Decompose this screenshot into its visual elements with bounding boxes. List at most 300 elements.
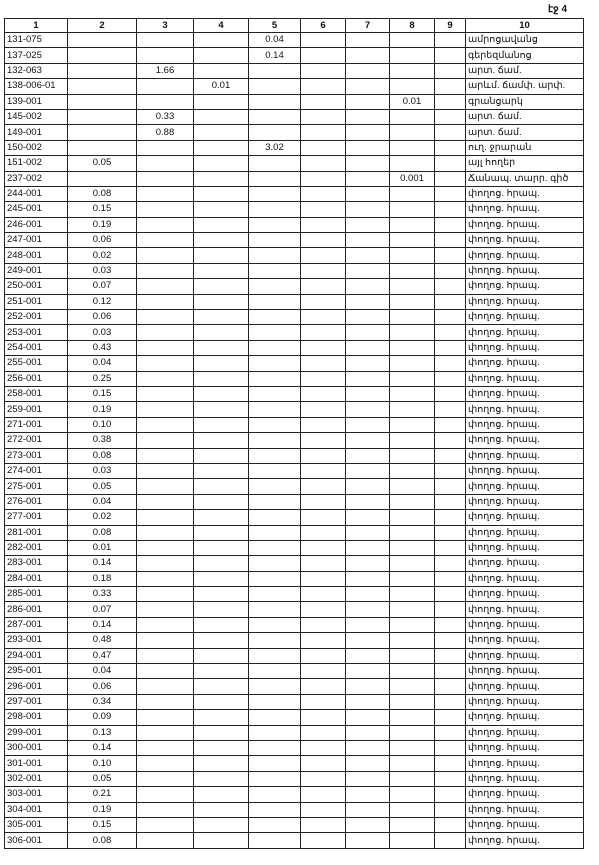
- table-row: [5, 710, 584, 725]
- area-value-cell: [346, 571, 390, 586]
- area-value-cell: [194, 248, 249, 263]
- table-row: [5, 248, 584, 263]
- parcel-code-cell: 293-001: [5, 633, 68, 648]
- area-value-cell: 0.34: [68, 694, 137, 709]
- table-row: [5, 33, 584, 48]
- parcel-code-cell: 253-001: [5, 325, 68, 340]
- area-value-cell: [346, 756, 390, 771]
- table-row: [5, 479, 584, 494]
- area-value-cell: [301, 402, 346, 417]
- area-value-cell: 3.02: [249, 140, 301, 155]
- land-use-cell: փողոց. հրապ.: [466, 540, 584, 555]
- table-row: [5, 263, 584, 278]
- table-row: [5, 340, 584, 355]
- parcel-code-cell: 248-001: [5, 248, 68, 263]
- area-value-cell: [301, 633, 346, 648]
- land-use-cell: փողոց. հրապ.: [466, 694, 584, 709]
- area-value-cell: [194, 310, 249, 325]
- parcel-code-cell: 138-006-01: [5, 79, 68, 94]
- area-value-cell: [301, 263, 346, 278]
- data-table: [4, 18, 584, 849]
- area-value-cell: 0.08: [68, 186, 137, 201]
- area-value-cell: [194, 771, 249, 786]
- area-value-cell: [249, 402, 301, 417]
- area-value-cell: 0.10: [68, 756, 137, 771]
- area-value-cell: [346, 448, 390, 463]
- area-value-cell: [301, 494, 346, 509]
- parcel-code-cell: 250-001: [5, 279, 68, 294]
- area-value-cell: [390, 771, 435, 786]
- area-value-cell: [137, 525, 194, 540]
- area-value-cell: [137, 248, 194, 263]
- area-value-cell: [249, 525, 301, 540]
- area-value-cell: [301, 202, 346, 217]
- area-value-cell: 0.15: [68, 386, 137, 401]
- land-use-cell: փողոց. հրապ.: [466, 186, 584, 201]
- parcel-code-cell: 254-001: [5, 340, 68, 355]
- area-value-cell: [390, 571, 435, 586]
- land-use-cell: փողոց. հրապ.: [466, 648, 584, 663]
- area-value-cell: [137, 771, 194, 786]
- land-use-cell: փողոց. հրապ.: [466, 463, 584, 478]
- table-row: [5, 540, 584, 555]
- table-row: [5, 386, 584, 401]
- area-value-cell: [137, 310, 194, 325]
- area-value-cell: [194, 94, 249, 109]
- area-value-cell: 0.19: [68, 802, 137, 817]
- area-value-cell: [68, 94, 137, 109]
- land-use-cell: փողոց. հրապ.: [466, 633, 584, 648]
- area-value-cell: [249, 725, 301, 740]
- table-header-row: [5, 19, 584, 33]
- area-value-cell: [249, 679, 301, 694]
- table-row: [5, 202, 584, 217]
- area-value-cell: [346, 587, 390, 602]
- area-value-cell: [301, 125, 346, 140]
- area-value-cell: [435, 787, 466, 802]
- column-header: 10: [466, 19, 584, 33]
- column-header: 7: [346, 19, 390, 33]
- area-value-cell: [346, 48, 390, 63]
- table-row: [5, 402, 584, 417]
- area-value-cell: 0.33: [68, 587, 137, 602]
- area-value-cell: [435, 279, 466, 294]
- land-use-cell: փողոց. հրապ.: [466, 587, 584, 602]
- area-value-cell: [346, 109, 390, 124]
- land-use-cell: փողոց. հրապ.: [466, 602, 584, 617]
- area-value-cell: [390, 233, 435, 248]
- area-value-cell: [301, 510, 346, 525]
- area-value-cell: [194, 325, 249, 340]
- area-value-cell: [301, 156, 346, 171]
- area-value-cell: [249, 771, 301, 786]
- table-row: [5, 802, 584, 817]
- area-value-cell: [249, 710, 301, 725]
- table-row: [5, 109, 584, 124]
- area-value-cell: [435, 171, 466, 186]
- area-value-cell: 0.18: [68, 571, 137, 586]
- land-use-cell: փողոց. հրապ.: [466, 325, 584, 340]
- area-value-cell: [249, 202, 301, 217]
- area-value-cell: [137, 633, 194, 648]
- area-value-cell: [346, 617, 390, 632]
- area-value-cell: [194, 140, 249, 155]
- parcel-code-cell: 287-001: [5, 617, 68, 632]
- area-value-cell: [390, 140, 435, 155]
- area-value-cell: [301, 325, 346, 340]
- area-value-cell: [435, 310, 466, 325]
- area-value-cell: [435, 633, 466, 648]
- area-value-cell: [435, 48, 466, 63]
- area-value-cell: [137, 787, 194, 802]
- area-value-cell: [249, 494, 301, 509]
- parcel-code-cell: 300-001: [5, 740, 68, 755]
- table-row: [5, 48, 584, 63]
- area-value-cell: [194, 217, 249, 232]
- land-use-cell: փողոց. հրապ.: [466, 725, 584, 740]
- area-value-cell: [346, 525, 390, 540]
- area-value-cell: [346, 710, 390, 725]
- area-value-cell: 0.01: [194, 79, 249, 94]
- area-value-cell: [194, 417, 249, 432]
- area-value-cell: [346, 340, 390, 355]
- area-value-cell: [137, 679, 194, 694]
- area-value-cell: [390, 33, 435, 48]
- area-value-cell: [137, 710, 194, 725]
- parcel-code-cell: 150-002: [5, 140, 68, 155]
- area-value-cell: [435, 340, 466, 355]
- area-value-cell: [346, 217, 390, 232]
- area-value-cell: [249, 79, 301, 94]
- area-value-cell: [249, 109, 301, 124]
- area-value-cell: [301, 679, 346, 694]
- area-value-cell: [435, 756, 466, 771]
- area-value-cell: [301, 217, 346, 232]
- land-use-cell: փողոց. հրապ.: [466, 248, 584, 263]
- column-header: 6: [301, 19, 346, 33]
- area-value-cell: [435, 109, 466, 124]
- area-value-cell: [390, 417, 435, 432]
- area-value-cell: [390, 448, 435, 463]
- area-value-cell: [346, 433, 390, 448]
- land-use-cell: փողոց. հրապ.: [466, 833, 584, 848]
- area-value-cell: [390, 217, 435, 232]
- area-value-cell: [249, 94, 301, 109]
- area-value-cell: [194, 648, 249, 663]
- area-value-cell: [390, 802, 435, 817]
- land-use-cell: արտ. ճամ.: [466, 125, 584, 140]
- area-value-cell: [194, 617, 249, 632]
- parcel-code-cell: 299-001: [5, 725, 68, 740]
- area-value-cell: [346, 386, 390, 401]
- area-value-cell: [435, 79, 466, 94]
- area-value-cell: 0.14: [249, 48, 301, 63]
- land-use-cell: փողոց. հրապ.: [466, 371, 584, 386]
- area-value-cell: [137, 156, 194, 171]
- area-value-cell: [249, 448, 301, 463]
- area-value-cell: [301, 48, 346, 63]
- area-value-cell: [346, 125, 390, 140]
- area-value-cell: [137, 140, 194, 155]
- area-value-cell: [301, 279, 346, 294]
- land-use-cell: փողոց. հրապ.: [466, 817, 584, 832]
- area-value-cell: [194, 371, 249, 386]
- parcel-code-cell: 282-001: [5, 540, 68, 555]
- area-value-cell: [137, 402, 194, 417]
- area-value-cell: [68, 63, 137, 78]
- table-row: [5, 356, 584, 371]
- area-value-cell: [194, 494, 249, 509]
- area-value-cell: [194, 433, 249, 448]
- area-value-cell: [346, 371, 390, 386]
- area-value-cell: [435, 448, 466, 463]
- area-value-cell: [435, 402, 466, 417]
- area-value-cell: [346, 356, 390, 371]
- parcel-code-cell: 276-001: [5, 494, 68, 509]
- area-value-cell: 0.01: [68, 540, 137, 555]
- parcel-code-cell: 256-001: [5, 371, 68, 386]
- area-value-cell: [390, 248, 435, 263]
- area-value-cell: [390, 494, 435, 509]
- area-value-cell: [346, 463, 390, 478]
- area-value-cell: [390, 525, 435, 540]
- area-value-cell: 0.08: [68, 448, 137, 463]
- area-value-cell: [390, 617, 435, 632]
- area-value-cell: 1.66: [137, 63, 194, 78]
- area-value-cell: [194, 63, 249, 78]
- area-value-cell: [346, 494, 390, 509]
- area-value-cell: 0.04: [68, 356, 137, 371]
- land-use-cell: փողոց. հրապ.: [466, 802, 584, 817]
- area-value-cell: [435, 140, 466, 155]
- parcel-code-cell: 273-001: [5, 448, 68, 463]
- area-value-cell: 0.04: [249, 33, 301, 48]
- area-value-cell: [137, 817, 194, 832]
- parcel-code-cell: 301-001: [5, 756, 68, 771]
- area-value-cell: [301, 756, 346, 771]
- area-value-cell: 0.05: [68, 156, 137, 171]
- area-value-cell: [435, 587, 466, 602]
- area-value-cell: 0.15: [68, 202, 137, 217]
- parcel-code-cell: 274-001: [5, 463, 68, 478]
- table-row: [5, 833, 584, 848]
- area-value-cell: [390, 325, 435, 340]
- area-value-cell: [435, 294, 466, 309]
- area-value-cell: [249, 617, 301, 632]
- area-value-cell: [137, 510, 194, 525]
- area-value-cell: [390, 294, 435, 309]
- area-value-cell: [249, 156, 301, 171]
- area-value-cell: [301, 33, 346, 48]
- area-value-cell: [301, 248, 346, 263]
- area-value-cell: [435, 248, 466, 263]
- area-value-cell: [390, 602, 435, 617]
- area-value-cell: [435, 386, 466, 401]
- area-value-cell: [346, 725, 390, 740]
- area-value-cell: [390, 63, 435, 78]
- area-value-cell: [301, 186, 346, 201]
- area-value-cell: [390, 48, 435, 63]
- area-value-cell: [346, 417, 390, 432]
- column-header: 5: [249, 19, 301, 33]
- area-value-cell: [390, 202, 435, 217]
- area-value-cell: [301, 556, 346, 571]
- parcel-code-cell: 296-001: [5, 679, 68, 694]
- area-value-cell: [346, 248, 390, 263]
- area-value-cell: [346, 325, 390, 340]
- area-value-cell: [194, 694, 249, 709]
- area-value-cell: [301, 602, 346, 617]
- area-value-cell: 0.001: [390, 171, 435, 186]
- area-value-cell: [249, 556, 301, 571]
- area-value-cell: [435, 494, 466, 509]
- column-header: 3: [137, 19, 194, 33]
- parcel-code-cell: 277-001: [5, 510, 68, 525]
- area-value-cell: [390, 263, 435, 278]
- area-value-cell: [249, 510, 301, 525]
- parcel-code-cell: 297-001: [5, 694, 68, 709]
- area-value-cell: [194, 787, 249, 802]
- area-value-cell: [346, 63, 390, 78]
- area-value-cell: [390, 740, 435, 755]
- area-value-cell: [301, 171, 346, 186]
- area-value-cell: [435, 833, 466, 848]
- area-value-cell: [137, 340, 194, 355]
- parcel-code-cell: 294-001: [5, 648, 68, 663]
- table-row: [5, 433, 584, 448]
- table-row: [5, 725, 584, 740]
- land-use-cell: փողոց. հրապ.: [466, 525, 584, 540]
- land-use-cell: Ճանապ. տարր. գիծ: [466, 171, 584, 186]
- table-row: [5, 294, 584, 309]
- parcel-code-cell: 251-001: [5, 294, 68, 309]
- area-value-cell: 0.01: [390, 94, 435, 109]
- area-value-cell: [301, 664, 346, 679]
- area-value-cell: [249, 756, 301, 771]
- area-value-cell: [249, 417, 301, 432]
- area-value-cell: [301, 310, 346, 325]
- area-value-cell: [194, 263, 249, 278]
- area-value-cell: [346, 310, 390, 325]
- land-use-cell: փողոց. հրապ.: [466, 263, 584, 278]
- area-value-cell: 0.14: [68, 617, 137, 632]
- area-value-cell: [435, 263, 466, 278]
- area-value-cell: [390, 125, 435, 140]
- column-header: 2: [68, 19, 137, 33]
- area-value-cell: [346, 33, 390, 48]
- area-value-cell: [194, 525, 249, 540]
- area-value-cell: [346, 740, 390, 755]
- area-value-cell: [301, 740, 346, 755]
- table-row: [5, 510, 584, 525]
- area-value-cell: [137, 48, 194, 63]
- area-value-cell: [435, 771, 466, 786]
- area-value-cell: [390, 371, 435, 386]
- parcel-code-cell: 271-001: [5, 417, 68, 432]
- table-row: [5, 233, 584, 248]
- land-use-cell: փողոց. հրապ.: [466, 556, 584, 571]
- area-value-cell: [435, 664, 466, 679]
- area-value-cell: [301, 833, 346, 848]
- parcel-code-cell: 237-002: [5, 171, 68, 186]
- area-value-cell: [249, 263, 301, 278]
- area-value-cell: [435, 648, 466, 663]
- land-use-cell: փողոց. հրապ.: [466, 664, 584, 679]
- page-number: էջ 4: [548, 4, 568, 15]
- table-row: [5, 156, 584, 171]
- area-value-cell: [435, 33, 466, 48]
- area-value-cell: [346, 140, 390, 155]
- area-value-cell: [435, 602, 466, 617]
- table-row: [5, 525, 584, 540]
- area-value-cell: [346, 679, 390, 694]
- area-value-cell: [390, 694, 435, 709]
- area-value-cell: [346, 263, 390, 278]
- land-use-cell: փողոց. հրապ.: [466, 510, 584, 525]
- area-value-cell: [137, 556, 194, 571]
- land-use-cell: փողոց. հրապ.: [466, 479, 584, 494]
- land-use-cell: փողոց. հրապ.: [466, 710, 584, 725]
- area-value-cell: [301, 525, 346, 540]
- parcel-code-cell: 303-001: [5, 787, 68, 802]
- area-value-cell: [194, 402, 249, 417]
- area-value-cell: [137, 263, 194, 278]
- parcel-code-cell: 244-001: [5, 186, 68, 201]
- area-value-cell: [194, 587, 249, 602]
- land-use-cell: արտ. ճամ.: [466, 109, 584, 124]
- area-value-cell: 0.05: [68, 771, 137, 786]
- table-row: [5, 787, 584, 802]
- area-value-cell: [390, 386, 435, 401]
- area-value-cell: [346, 694, 390, 709]
- area-value-cell: 0.09: [68, 710, 137, 725]
- area-value-cell: [249, 479, 301, 494]
- table-row: [5, 648, 584, 663]
- area-value-cell: [435, 417, 466, 432]
- land-use-cell: փողոց. հրապ.: [466, 756, 584, 771]
- area-value-cell: 0.14: [68, 740, 137, 755]
- area-value-cell: [137, 664, 194, 679]
- table-row: [5, 556, 584, 571]
- area-value-cell: 0.03: [68, 325, 137, 340]
- land-use-cell: փողոց. հրապ.: [466, 217, 584, 232]
- parcel-code-cell: 246-001: [5, 217, 68, 232]
- area-value-cell: [346, 402, 390, 417]
- area-value-cell: [68, 140, 137, 155]
- area-value-cell: [137, 756, 194, 771]
- area-value-cell: [137, 617, 194, 632]
- area-value-cell: [390, 756, 435, 771]
- area-value-cell: [137, 279, 194, 294]
- land-use-cell: արտ. ճամ.: [466, 63, 584, 78]
- area-value-cell: [301, 571, 346, 586]
- area-value-cell: [301, 648, 346, 663]
- area-value-cell: [249, 248, 301, 263]
- land-use-cell: արևմ. ճամփ. արփ.: [466, 79, 584, 94]
- area-value-cell: [390, 648, 435, 663]
- area-value-cell: [301, 340, 346, 355]
- area-value-cell: [68, 109, 137, 124]
- area-value-cell: [390, 556, 435, 571]
- area-value-cell: [249, 802, 301, 817]
- area-value-cell: [301, 448, 346, 463]
- area-value-cell: [346, 94, 390, 109]
- area-value-cell: [435, 125, 466, 140]
- area-value-cell: [137, 587, 194, 602]
- land-use-cell: ամրոցավանց: [466, 33, 584, 48]
- area-value-cell: [435, 802, 466, 817]
- area-value-cell: [137, 217, 194, 232]
